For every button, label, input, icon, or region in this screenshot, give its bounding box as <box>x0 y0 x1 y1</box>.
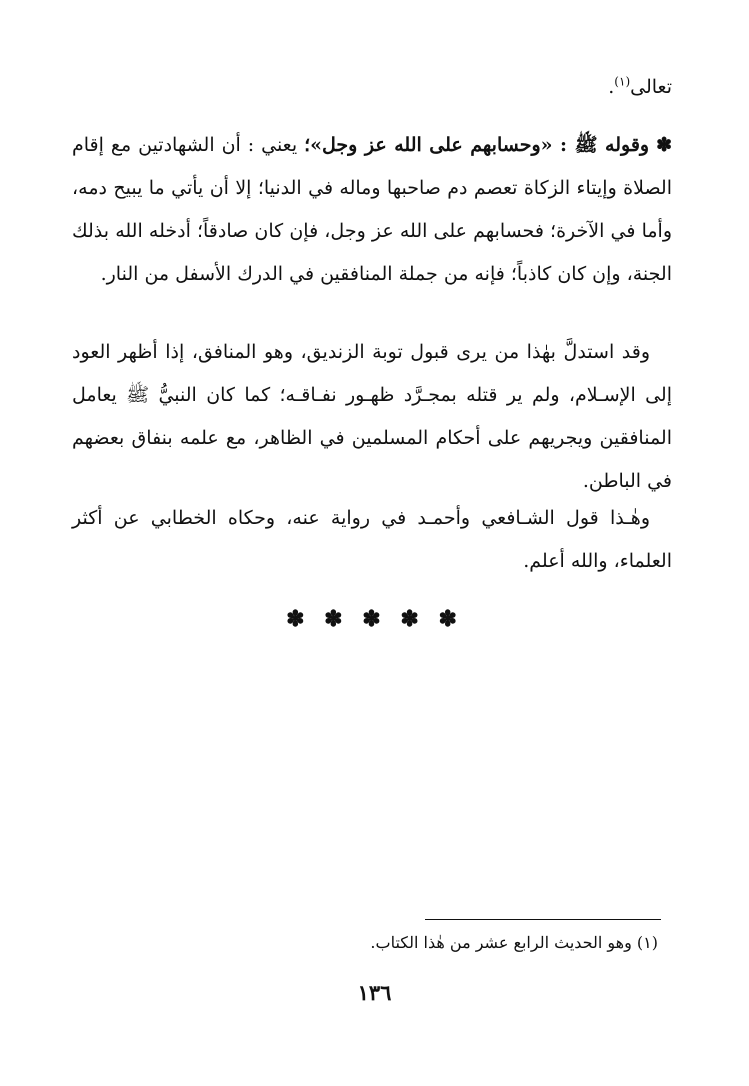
paragraph-2-lead: وقوله ﷺ : «وحسابهم على الله عز وجل»؛ <box>304 134 650 156</box>
paragraph-hadith-explanation <box>72 124 672 296</box>
paragraph-3-text: وقد استدلَّ بهٰذا من يرى قبول توبة الزنديق، وهو المنافق، إذا أظهر العود إلى الإسـلام، ولم ير قتله بمجـرَّد ظهـور نفـاقـه؛ كما كان النبيُّ ﷺ يعامل المنافقين ويجريهم على أحكام المسلمين في الظاهر، مع علمه بنفاق بعضهم في الباطن. <box>72 341 672 492</box>
paragraph-scholars-opinion <box>72 497 672 583</box>
paragraph-continuation <box>72 66 672 109</box>
bullet-star-icon: ✽ <box>656 134 672 156</box>
paragraph-1-text: تعالى <box>630 76 672 98</box>
paragraph-2-body: يعني : أن الشهادتين مع إقام الصلاة وإيتاء الزكاة تعصم دم صاحبها وماله في الدنيا؛ إلا أن يأتي ما يبيح دمه، وأما في الآخرة؛ فحسابهم على الله عز وجل، فإن كان صادقاً؛ أدخله الله بذلك الجنة، وإن كان كاذباً؛ فإنه من جملة المنافقين في الدرك الأسفل من النار. <box>72 134 672 285</box>
page-number: ١٣٦ <box>357 980 392 1005</box>
section-separator-stars: ✽ ✽ ✽ ✽ ✽ <box>286 606 463 632</box>
footnote-divider <box>425 919 661 920</box>
paragraph-1-tail: . <box>608 76 615 98</box>
footnote-reference[interactable]: (١) <box>614 74 631 89</box>
paragraph-zindiq-repentance <box>72 331 672 503</box>
paragraph-4-text: وهٰـذا قول الشـافعي وأحمـد في رواية عنه، وحكاه الخطابي عن أكثر العلماء، والله أعلم. <box>72 507 672 572</box>
footnote: (١) وهو الحديث الرابع عشر من هٰذا الكتاب. <box>370 933 658 952</box>
